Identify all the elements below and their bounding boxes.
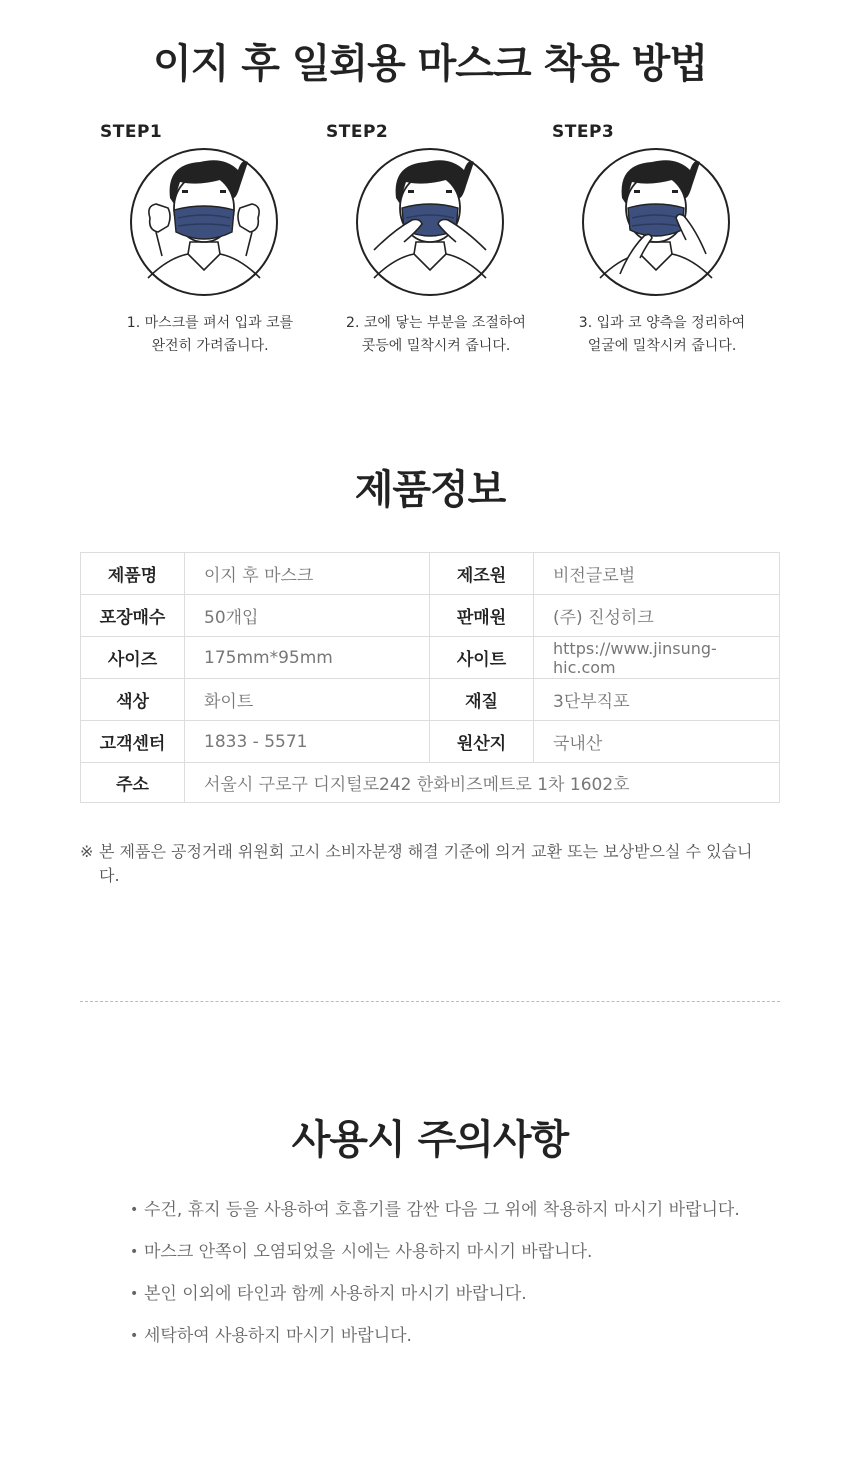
table-row [81, 721, 780, 763]
person-fitting-mask-icon [580, 146, 732, 298]
step-description: 2. 코에 닿는 부분을 조절하여 콧등에 밀착시켜 줍니다. [346, 315, 526, 354]
table-key: 고객센터 [81, 721, 185, 763]
table-value: (주) 진성히크 [534, 595, 780, 637]
table-key: 제품명 [81, 553, 185, 595]
steps-section [0, 120, 860, 370]
step-label: STEP2 [326, 122, 389, 142]
table-value: 1833 - 5571 [185, 721, 430, 763]
table-value: 3단부직포 [534, 679, 780, 721]
table-key: 판매원 [430, 595, 534, 637]
step-2 [326, 120, 552, 370]
table-key: 색상 [81, 679, 185, 721]
caution-text: 세탁하여 사용하지 마시기 바랍니다. [144, 1326, 412, 1346]
table-value: 175mm*95mm [185, 637, 430, 679]
howto-title: 이지 후 일회용 마스크 착용 방법 [153, 41, 707, 87]
product-info-title: 제품정보 [354, 467, 506, 513]
table-row [81, 679, 780, 721]
step-label: STEP1 [100, 122, 163, 142]
caution-list [130, 1198, 770, 1366]
bullet: • [130, 1244, 139, 1260]
table-row [81, 637, 780, 679]
site-link[interactable]: https://www.jinsung-hic.com [534, 637, 780, 679]
list-item [130, 1240, 770, 1282]
table-value: 비전글로벌 [534, 553, 780, 595]
step-description: 1. 마스크를 펴서 입과 코를 완전히 가려줍니다. [126, 315, 294, 354]
table-key: 재질 [430, 679, 534, 721]
list-item [130, 1282, 770, 1324]
section-divider [80, 1001, 780, 1002]
table-value: 이지 후 마스크 [185, 553, 430, 595]
table-value: 화이트 [185, 679, 430, 721]
step-label: STEP3 [552, 122, 615, 142]
address-value: 서울시 구로구 디지털로242 한화비즈메트로 1차 1602호 [185, 763, 780, 803]
table-key: 포장매수 [81, 595, 185, 637]
caution-title: 사용시 주의사항 [291, 1117, 569, 1163]
table-value: 50개입 [185, 595, 430, 637]
table-value: 국내산 [534, 721, 780, 763]
bullet: • [130, 1286, 139, 1302]
notice-mark: ※ [80, 842, 94, 861]
caution-text: 수건, 휴지 등을 사용하여 호흡기를 감싼 다음 그 위에 착용하지 마시기 바랍니다. [144, 1200, 740, 1220]
caution-text: 본인 이외에 타인과 함께 사용하지 마시기 바랍니다. [144, 1284, 527, 1304]
table-key: 사이즈 [81, 637, 185, 679]
bullet: • [130, 1328, 139, 1344]
step-3 [552, 120, 778, 370]
table-key: 제조원 [430, 553, 534, 595]
step-description: 3. 입과 코 양측을 정리하여 얼굴에 밀착시켜 줍니다. [578, 315, 746, 354]
table-key: 주소 [81, 763, 185, 803]
table-row [81, 595, 780, 637]
person-wearing-mask-icon [128, 146, 280, 298]
step-1 [100, 120, 326, 370]
person-adjusting-nose-icon [354, 146, 506, 298]
table-key: 원산지 [430, 721, 534, 763]
table-row [81, 553, 780, 595]
list-item [130, 1324, 770, 1366]
table-key: 사이트 [430, 637, 534, 679]
table-row [81, 763, 780, 803]
notice-text: 본 제품은 공정거래 위원회 고시 소비자분쟁 해결 기준에 의거 교환 또는 보상받으실 수 있습니다. [99, 842, 753, 885]
exchange-notice [80, 840, 760, 888]
product-info-table [80, 552, 780, 803]
list-item [130, 1198, 770, 1240]
caution-text: 마스크 안쪽이 오염되었을 시에는 사용하지 마시기 바랍니다. [144, 1242, 593, 1262]
bullet: • [130, 1202, 139, 1218]
